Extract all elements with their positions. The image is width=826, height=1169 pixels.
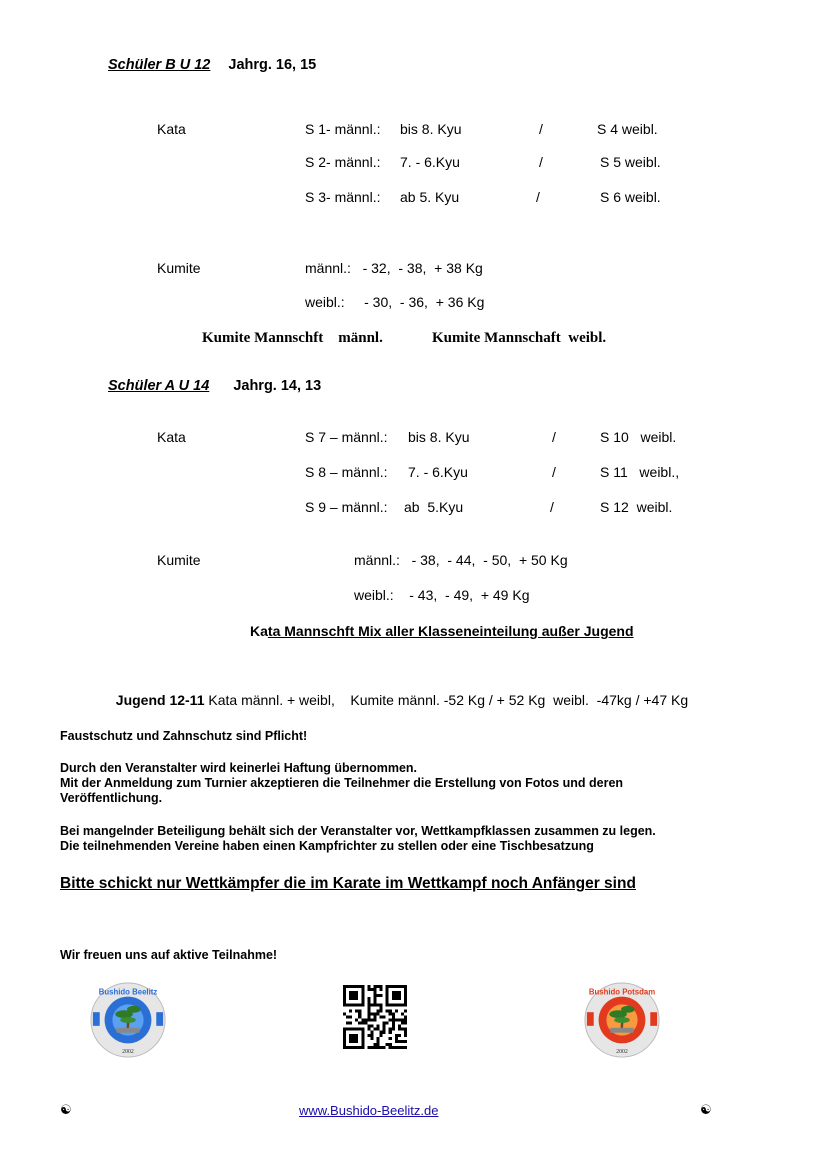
protection-note: Faustschutz und Zahnschutz sind Pflicht! bbox=[60, 729, 308, 743]
qr-module bbox=[349, 1034, 352, 1037]
qr-module bbox=[395, 985, 398, 988]
qr-module bbox=[392, 1025, 395, 1028]
qr-module bbox=[367, 1009, 370, 1012]
logo-title: Bushido Potsdam bbox=[588, 987, 656, 997]
bonsai-foliage-icon bbox=[614, 1017, 630, 1023]
qr-module bbox=[398, 1003, 401, 1006]
qr-module bbox=[389, 1028, 392, 1031]
qr-module bbox=[352, 1037, 355, 1040]
qr-module bbox=[343, 994, 346, 997]
qr-module bbox=[361, 994, 364, 997]
qr-module bbox=[367, 1025, 370, 1028]
qr-module bbox=[346, 1046, 349, 1049]
qr-module bbox=[352, 997, 355, 1000]
qr-module bbox=[404, 985, 407, 988]
qr-module bbox=[392, 1019, 395, 1022]
qr-module bbox=[361, 1028, 364, 1031]
qr-module bbox=[355, 1028, 358, 1031]
kata-female-class: S 6 weibl. bbox=[600, 189, 661, 205]
logo-title: Bushido Beelitz bbox=[98, 987, 158, 997]
section-a-kumite-male: männl.: - 38, - 44, - 50, + 50 Kg bbox=[354, 552, 568, 568]
qr-module bbox=[346, 1022, 349, 1025]
kata-male-class: S 9 – männl.: bbox=[305, 499, 388, 515]
logo-right-badge bbox=[156, 1012, 163, 1026]
qr-module bbox=[361, 1034, 364, 1037]
qr-module bbox=[355, 1034, 358, 1037]
liability-line-3: Veröffentlichung. bbox=[60, 791, 163, 805]
bonsai-pot-icon bbox=[116, 1028, 139, 1033]
section-a-kumite-label: Kumite bbox=[157, 552, 201, 568]
qr-module bbox=[395, 991, 398, 994]
qr-module bbox=[398, 991, 401, 994]
qr-module bbox=[343, 1012, 346, 1015]
qr-module bbox=[343, 1046, 346, 1049]
liability-line-2: Mit der Anmeldung zum Turnier akzeptieren die Teilnehmer die Erstellung von Fotos und deren bbox=[60, 776, 624, 790]
website-link[interactable]: www.Bushido-Beelitz.de bbox=[299, 1103, 439, 1118]
qr-module bbox=[352, 1034, 355, 1037]
qr-module bbox=[367, 1012, 370, 1015]
qr-module bbox=[364, 1022, 367, 1025]
qr-module bbox=[358, 1046, 361, 1049]
qr-module bbox=[343, 1028, 346, 1031]
section-b-team-female: Kumite Mannschaft weibl. bbox=[432, 330, 607, 346]
qr-module bbox=[401, 985, 404, 988]
qr-module bbox=[343, 1000, 346, 1003]
qr-module bbox=[377, 1043, 380, 1046]
qr-module bbox=[361, 1019, 364, 1022]
qr-module bbox=[404, 1034, 407, 1037]
kata-female-class: S 5 weibl. bbox=[600, 154, 661, 170]
qr-module bbox=[346, 1003, 349, 1006]
qr-module bbox=[395, 1009, 398, 1012]
qr-module bbox=[367, 1015, 370, 1018]
section-a-category: Schüler A U 14 bbox=[108, 378, 210, 394]
qr-module bbox=[377, 1028, 380, 1031]
kata-grade: 7. - 6.Kyu bbox=[400, 154, 460, 170]
qr-module bbox=[349, 985, 352, 988]
bonsai-foliage-icon bbox=[621, 1006, 635, 1013]
kata-team-prefix: Ka bbox=[250, 623, 268, 639]
qr-module bbox=[373, 985, 376, 988]
logo-right-badge bbox=[650, 1012, 657, 1026]
logo-year: 2002 bbox=[616, 1049, 628, 1056]
qr-module bbox=[392, 1022, 395, 1025]
qr-module bbox=[395, 1003, 398, 1006]
qr-module bbox=[389, 985, 392, 988]
qr-module bbox=[392, 994, 395, 997]
qr-module bbox=[373, 991, 376, 994]
kata-separator: / bbox=[550, 499, 554, 515]
qr-module bbox=[349, 1046, 352, 1049]
qr-module bbox=[383, 1031, 386, 1034]
section-b-team-male: Kumite Mannschft männl. bbox=[202, 330, 383, 346]
qr-module bbox=[361, 1031, 364, 1034]
qr-module bbox=[343, 1031, 346, 1034]
kata-male-class: S 2- männl.: bbox=[305, 154, 381, 170]
qr-module bbox=[401, 1019, 404, 1022]
qr-module bbox=[386, 994, 389, 997]
section-a-years: Jahrg. 14, 13 bbox=[233, 378, 322, 394]
qr-module bbox=[343, 988, 346, 991]
qr-module bbox=[389, 1043, 392, 1046]
qr-module bbox=[389, 1031, 392, 1034]
qr-module bbox=[404, 994, 407, 997]
qr-module bbox=[386, 991, 389, 994]
qr-code[interactable] bbox=[343, 985, 407, 1049]
bonsai-foliage-icon bbox=[120, 1017, 136, 1023]
qr-module bbox=[370, 1046, 373, 1049]
qr-module bbox=[355, 1009, 358, 1012]
qr-module bbox=[352, 1003, 355, 1006]
qr-module bbox=[395, 1034, 398, 1037]
qr-module bbox=[355, 997, 358, 1000]
qr-module bbox=[377, 1040, 380, 1043]
qr-module bbox=[386, 997, 389, 1000]
kata-grade: bis 8. Kyu bbox=[400, 121, 462, 137]
qr-module bbox=[398, 1046, 401, 1049]
qr-module bbox=[386, 1003, 389, 1006]
kata-male-class: S 3- männl.: bbox=[305, 189, 381, 205]
qr-module bbox=[389, 1037, 392, 1040]
qr-module bbox=[401, 1003, 404, 1006]
qr-module bbox=[361, 1022, 364, 1025]
qr-module bbox=[346, 1028, 349, 1031]
qr-module bbox=[404, 1028, 407, 1031]
qr-module bbox=[386, 988, 389, 991]
qr-module bbox=[389, 1003, 392, 1006]
kata-female-class: S 12 weibl. bbox=[600, 499, 673, 515]
qr-module bbox=[364, 1019, 367, 1022]
qr-module bbox=[361, 1040, 364, 1043]
qr-module bbox=[395, 997, 398, 1000]
youth-line bbox=[108, 676, 688, 708]
qr-module bbox=[367, 988, 370, 991]
section-a-kumite-female: weibl.: - 43, - 49, + 49 Kg bbox=[354, 587, 530, 603]
qr-module bbox=[383, 1028, 386, 1031]
qr-module bbox=[377, 1009, 380, 1012]
qr-module bbox=[343, 1034, 346, 1037]
qr-module bbox=[367, 985, 370, 988]
qr-module bbox=[380, 988, 383, 991]
qr-module bbox=[349, 1040, 352, 1043]
qr-module bbox=[352, 991, 355, 994]
kata-grade: ab 5.Kyu bbox=[404, 499, 464, 515]
qr-module bbox=[380, 1003, 383, 1006]
qr-module bbox=[361, 985, 364, 988]
qr-module bbox=[361, 1046, 364, 1049]
section-b-kumite-label: Kumite bbox=[157, 260, 201, 276]
qr-module bbox=[404, 997, 407, 1000]
qr-module bbox=[398, 1019, 401, 1022]
bushido-potsdam-logo bbox=[583, 981, 661, 1059]
qr-module bbox=[349, 1015, 352, 1018]
qr-module bbox=[349, 994, 352, 997]
qr-module bbox=[404, 1040, 407, 1043]
qr-module bbox=[404, 1046, 407, 1049]
qr-module bbox=[395, 1040, 398, 1043]
qr-module bbox=[389, 1019, 392, 1022]
qr-module bbox=[352, 1046, 355, 1049]
qr-module bbox=[367, 1003, 370, 1006]
participation-line-2: Die teilnehmenden Vereine haben einen Kampfrichter zu stellen oder eine Tischbesatzung bbox=[60, 839, 594, 853]
qr-module bbox=[349, 1022, 352, 1025]
qr-module bbox=[392, 997, 395, 1000]
qr-module bbox=[392, 985, 395, 988]
qr-module bbox=[380, 1006, 383, 1009]
qr-module bbox=[380, 1009, 383, 1012]
qr-module bbox=[370, 1034, 373, 1037]
qr-module bbox=[349, 997, 352, 1000]
kata-team-rest: ta Mannschft Mix aller Klasseneinteilung außer Jugend bbox=[267, 623, 634, 639]
qr-module bbox=[389, 1012, 392, 1015]
qr-module bbox=[367, 1006, 370, 1009]
qr-module bbox=[404, 1003, 407, 1006]
qr-module bbox=[389, 1046, 392, 1049]
qr-module bbox=[361, 988, 364, 991]
kata-male-class: S 8 – männl.: bbox=[305, 464, 388, 480]
qr-module bbox=[355, 985, 358, 988]
qr-module bbox=[377, 1025, 380, 1028]
kata-female-class: S 4 weibl. bbox=[597, 121, 658, 137]
qr-module bbox=[398, 1028, 401, 1031]
qr-module bbox=[386, 1009, 389, 1012]
qr-module bbox=[373, 1019, 376, 1022]
qr-module bbox=[392, 1015, 395, 1018]
kata-grade: 7. - 6.Kyu bbox=[408, 464, 468, 480]
qr-module bbox=[404, 1022, 407, 1025]
kata-female-class: S 10 weibl. bbox=[600, 429, 677, 445]
participation-line-1: Bei mangelnder Beteiligung behält sich der Veranstalter vor, Wettkampfklassen zusammen zu legen. bbox=[60, 824, 656, 838]
qr-module bbox=[383, 1025, 386, 1028]
qr-module bbox=[373, 1028, 376, 1031]
qr-module bbox=[392, 1012, 395, 1015]
qr-module bbox=[346, 1015, 349, 1018]
qr-module bbox=[361, 1003, 364, 1006]
qr-module bbox=[370, 1019, 373, 1022]
qr-module bbox=[373, 1000, 376, 1003]
qr-module bbox=[352, 1028, 355, 1031]
qr-module bbox=[395, 1046, 398, 1049]
qr-module bbox=[380, 994, 383, 997]
qr-module bbox=[373, 1043, 376, 1046]
qr-module bbox=[401, 1028, 404, 1031]
qr-module bbox=[355, 1046, 358, 1049]
qr-module bbox=[377, 994, 380, 997]
qr-module bbox=[401, 1040, 404, 1043]
kata-separator: / bbox=[536, 189, 540, 205]
bonsai-pot-icon bbox=[610, 1028, 633, 1033]
kata-team-mix bbox=[250, 623, 634, 639]
liability-line-1: Durch den Veranstalter wird keinerlei Haftung übernommen. bbox=[60, 761, 418, 775]
section-b-category: Schüler B U 12 bbox=[108, 57, 211, 73]
logo-left-badge bbox=[93, 1012, 100, 1026]
qr-module bbox=[386, 985, 389, 988]
qr-module bbox=[380, 1034, 383, 1037]
closing-note: Wir freuen uns auf aktive Teilnahme! bbox=[60, 948, 278, 962]
section-b-years: Jahrg. 16, 15 bbox=[228, 57, 317, 73]
qr-module bbox=[343, 1040, 346, 1043]
section-a-kata-label: Kata bbox=[157, 429, 186, 445]
qr-module bbox=[367, 1019, 370, 1022]
qr-module bbox=[380, 1046, 383, 1049]
qr-module bbox=[343, 1003, 346, 1006]
qr-module bbox=[358, 1003, 361, 1006]
qr-module bbox=[343, 1043, 346, 1046]
qr-module bbox=[370, 1003, 373, 1006]
qr-module bbox=[349, 1037, 352, 1040]
qr-module bbox=[404, 988, 407, 991]
qr-module bbox=[343, 991, 346, 994]
qr-module bbox=[355, 1040, 358, 1043]
qr-module bbox=[355, 994, 358, 997]
qr-module bbox=[383, 1022, 386, 1025]
section-b-heading bbox=[108, 57, 316, 73]
qr-module bbox=[380, 1031, 383, 1034]
qr-module bbox=[398, 1034, 401, 1037]
kata-male-class: S 1- männl.: bbox=[305, 121, 381, 137]
qr-module bbox=[361, 1000, 364, 1003]
qr-module bbox=[377, 1046, 380, 1049]
qr-module bbox=[377, 1003, 380, 1006]
kata-separator: / bbox=[539, 121, 543, 137]
qr-module bbox=[358, 1012, 361, 1015]
qr-module bbox=[377, 1037, 380, 1040]
qr-module bbox=[383, 1015, 386, 1018]
logo-left-badge bbox=[587, 1012, 594, 1026]
qr-module bbox=[367, 1034, 370, 1037]
qr-module bbox=[373, 988, 376, 991]
qr-module bbox=[343, 1037, 346, 1040]
qr-module bbox=[343, 985, 346, 988]
qr-module bbox=[361, 997, 364, 1000]
qr-module bbox=[346, 985, 349, 988]
qr-module bbox=[370, 1037, 373, 1040]
bushido-beelitz-logo bbox=[89, 981, 167, 1059]
qr-module bbox=[395, 994, 398, 997]
section-b-kumite-female: weibl.: - 30, - 36, + 36 Kg bbox=[305, 294, 485, 310]
qr-module bbox=[358, 985, 361, 988]
qr-module bbox=[367, 1028, 370, 1031]
qr-module bbox=[401, 1046, 404, 1049]
qr-module bbox=[343, 997, 346, 1000]
youth-text: Kata männl. + weibl, Kumite männl. -52 Kg / + 52 Kg weibl. -47kg / +47 Kg bbox=[204, 692, 689, 708]
qr-module bbox=[361, 1043, 364, 1046]
qr-module bbox=[349, 1028, 352, 1031]
qr-module bbox=[386, 1022, 389, 1025]
qr-module bbox=[355, 1037, 358, 1040]
kata-separator: / bbox=[552, 464, 556, 480]
qr-module bbox=[380, 1015, 383, 1018]
kata-grade: ab 5. Kyu bbox=[400, 189, 460, 205]
qr-module bbox=[352, 994, 355, 997]
qr-module bbox=[352, 1040, 355, 1043]
qr-module bbox=[380, 985, 383, 988]
kata-separator: / bbox=[552, 429, 556, 445]
kata-separator: / bbox=[539, 154, 543, 170]
beginners-note: Bitte schickt nur Wettkämpfer die im Karate im Wettkampf noch Anfänger sind bbox=[60, 875, 636, 892]
qr-module bbox=[361, 1037, 364, 1040]
qr-module bbox=[401, 1012, 404, 1015]
qr-module bbox=[398, 997, 401, 1000]
section-b-kumite-male: männl.: - 32, - 38, + 38 Kg bbox=[305, 260, 483, 276]
youth-label: Jugend 12-11 bbox=[115, 692, 205, 708]
qr-module bbox=[389, 1009, 392, 1012]
qr-module bbox=[404, 1009, 407, 1012]
qr-module bbox=[370, 1012, 373, 1015]
qr-module bbox=[370, 988, 373, 991]
qr-module bbox=[404, 1015, 407, 1018]
qr-module bbox=[355, 991, 358, 994]
qr-module bbox=[349, 991, 352, 994]
qr-module bbox=[373, 997, 376, 1000]
qr-module bbox=[377, 1012, 380, 1015]
qr-module bbox=[377, 985, 380, 988]
kata-male-class: S 7 – männl.: bbox=[305, 429, 388, 445]
qr-module bbox=[398, 985, 401, 988]
qr-module bbox=[352, 985, 355, 988]
qr-module bbox=[367, 1046, 370, 1049]
qr-module bbox=[392, 991, 395, 994]
qr-module bbox=[370, 1031, 373, 1034]
qr-module bbox=[373, 1046, 376, 1049]
qr-module bbox=[383, 1046, 386, 1049]
qr-module bbox=[395, 1037, 398, 1040]
qr-module bbox=[355, 1019, 358, 1022]
qr-module bbox=[401, 1022, 404, 1025]
qr-module bbox=[386, 1000, 389, 1003]
kata-grade: bis 8. Kyu bbox=[408, 429, 470, 445]
section-b-kata-label: Kata bbox=[157, 121, 186, 137]
qr-module bbox=[404, 1019, 407, 1022]
qr-module bbox=[367, 997, 370, 1000]
qr-module bbox=[398, 994, 401, 997]
qr-module bbox=[355, 1003, 358, 1006]
qr-module bbox=[358, 1022, 361, 1025]
qr-module bbox=[392, 1028, 395, 1031]
kata-female-class: S 11 weibl., bbox=[600, 464, 680, 480]
qr-module bbox=[373, 1015, 376, 1018]
qr-module bbox=[361, 991, 364, 994]
qr-module bbox=[398, 1025, 401, 1028]
qr-module bbox=[395, 1019, 398, 1022]
bonsai-foliage-icon bbox=[127, 1006, 141, 1013]
qr-module bbox=[392, 1046, 395, 1049]
qr-module bbox=[367, 1000, 370, 1003]
qr-module bbox=[404, 1031, 407, 1034]
qr-module bbox=[358, 1009, 361, 1012]
qr-module bbox=[404, 1000, 407, 1003]
qr-module bbox=[370, 1025, 373, 1028]
qr-module bbox=[404, 991, 407, 994]
qr-module bbox=[358, 1015, 361, 1018]
yin-yang-icon: ☯ bbox=[60, 1102, 72, 1117]
section-a-heading bbox=[108, 378, 321, 394]
qr-module bbox=[349, 1003, 352, 1006]
qr-module bbox=[392, 1003, 395, 1006]
qr-module bbox=[358, 1028, 361, 1031]
qr-module bbox=[349, 1009, 352, 1012]
qr-module bbox=[373, 1012, 376, 1015]
qr-module bbox=[398, 1040, 401, 1043]
qr-module bbox=[373, 1003, 376, 1006]
logo-year: 2002 bbox=[122, 1049, 134, 1056]
yin-yang-icon: ☯ bbox=[700, 1102, 712, 1117]
qr-module bbox=[373, 994, 376, 997]
qr-module bbox=[386, 1043, 389, 1046]
